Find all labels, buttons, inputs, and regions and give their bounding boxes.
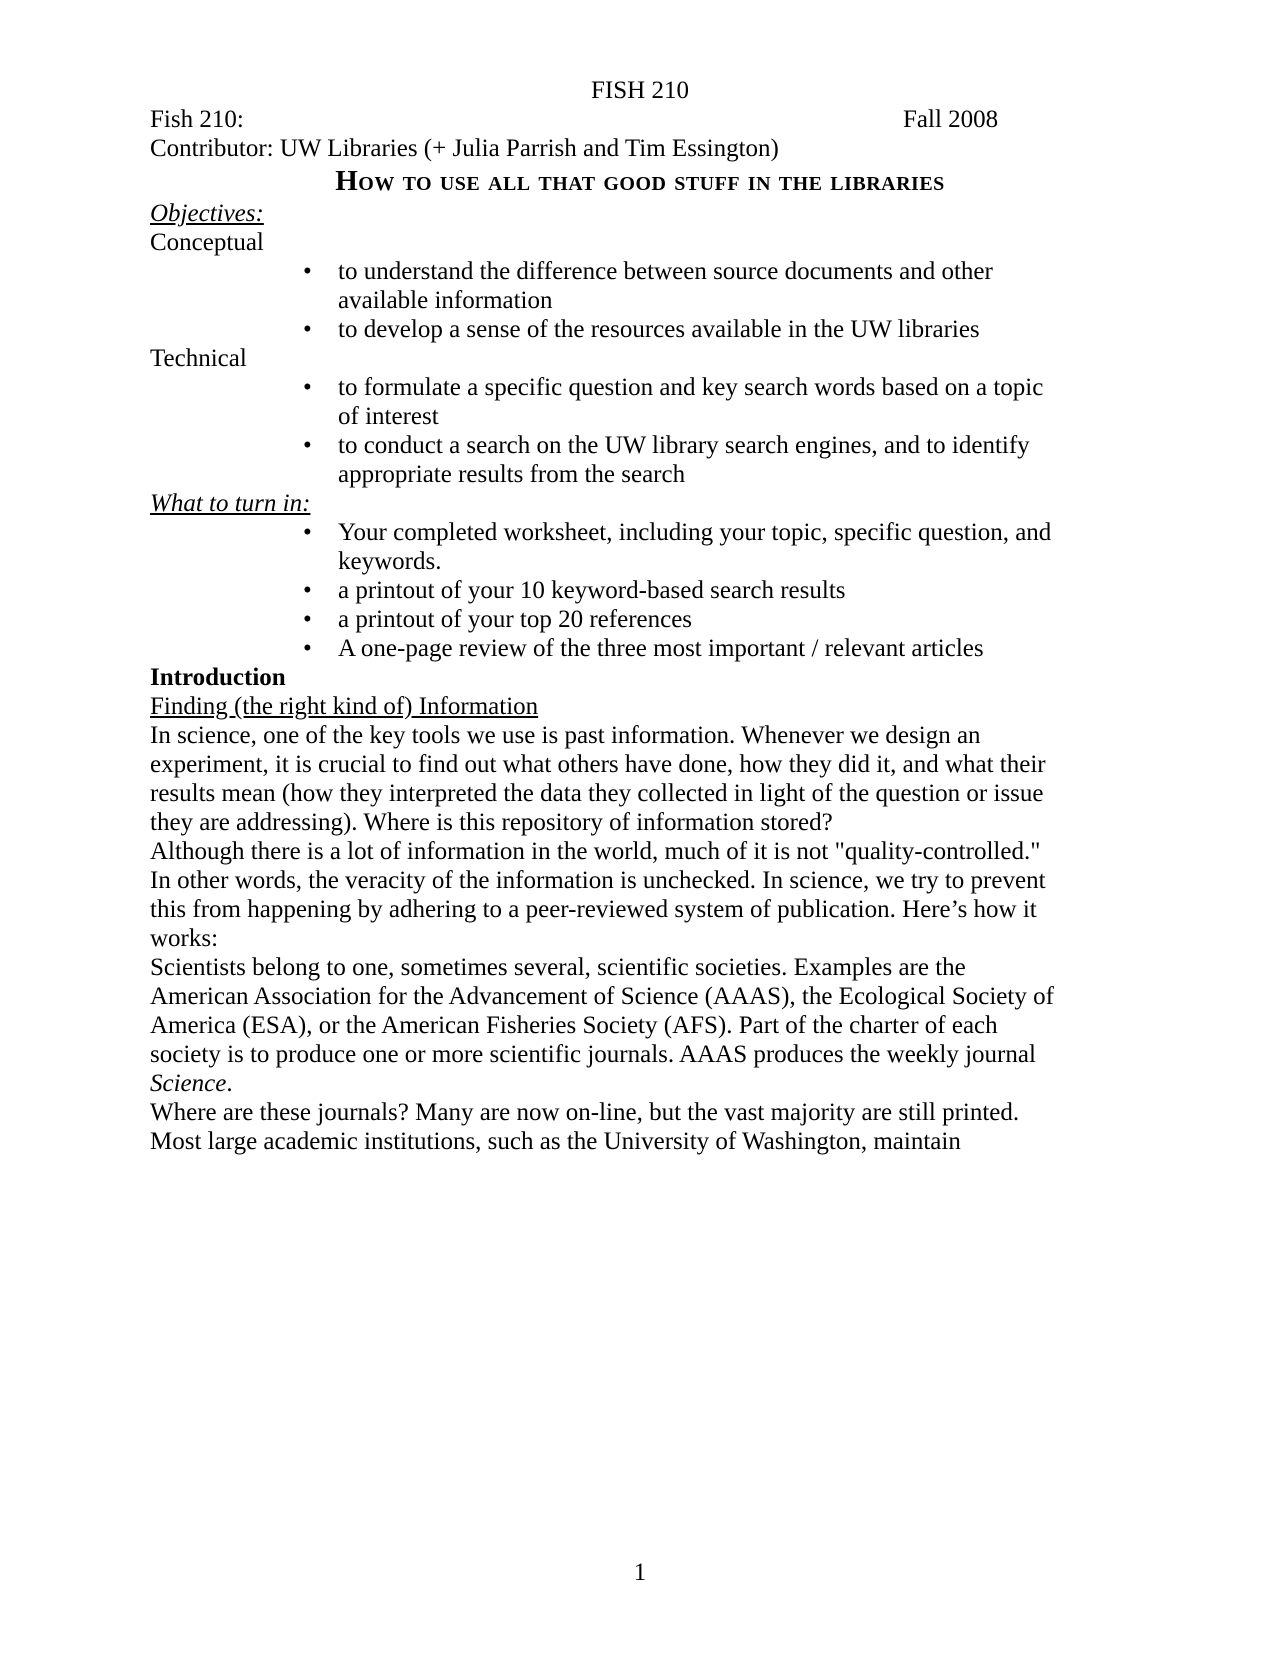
paragraph-text: .: [226, 1070, 233, 1097]
objectives-heading: Objectives:: [150, 200, 264, 227]
paragraph: Where are these journals? Many are now on-line, but the vast majority are still printed. Most large academic institutions, such as the University of Washington, maintain: [150, 1099, 1020, 1155]
introduction-subheading: Finding (the right kind of) Information: [150, 693, 539, 720]
introduction-heading: Introduction: [150, 664, 286, 691]
objective-bullet-item: [150, 373, 1062, 431]
paragraph: Although there is a lot of information in the world, much of it is not "quality-controlled." In other words, the veracity of the information is unchecked. In science, we try to prevent this from happening by adhering to a peer-reviewed system of publication. Here’s how it works:: [150, 838, 1046, 952]
course-header: FISH 210: [591, 77, 689, 104]
bullet-text: to formulate a specific question and key search words based on a topic of interest: [338, 374, 1044, 430]
bullet-icon: •: [303, 635, 312, 662]
paragraph: In science, one of the key tools we use is past information. Whenever we design an experiment, it is crucial to find out what others have done, how they did it, and what their results mean (how they interpreted the data they collected in light of the question or issue they are addressing). Where is this repository of information stored?: [150, 722, 1046, 836]
bullet-text: a printout of your 10 keyword-based search results: [338, 577, 846, 604]
objectives-group-conceptual: Conceptual: [150, 229, 264, 256]
bullet-text: to understand the difference between source documents and other available information: [338, 258, 993, 314]
bullet-text: to develop a sense of the resources available in the UW libraries: [338, 316, 980, 343]
bullet-icon: •: [303, 258, 312, 285]
turn-in-bullet-item: [150, 605, 1062, 634]
bullet-text: Your completed worksheet, including your topic, specific question, and keywords.: [338, 519, 1052, 575]
journal-name-italic: Science: [150, 1070, 227, 1097]
document-title: How to use all that good stuff in the libraries: [335, 165, 945, 197]
objectives-group-technical: Technical: [150, 345, 247, 372]
bullet-icon: •: [303, 374, 312, 401]
objective-bullet-item: [150, 431, 1062, 489]
bullet-icon: •: [303, 606, 312, 633]
bullet-icon: •: [303, 519, 312, 546]
paragraph: [150, 953, 1062, 1098]
bullet-icon: •: [303, 577, 312, 604]
course-label: Fish 210:: [150, 106, 244, 133]
bullet-icon: •: [303, 316, 312, 343]
turn-in-heading: What to turn in:: [150, 490, 311, 517]
term-label: Fall 2008: [903, 106, 999, 133]
document-content: [150, 0, 1130, 1156]
contributor-line: Contributor: UW Libraries (+ Julia Parrish and Tim Essington): [150, 135, 779, 162]
meta-row: [150, 105, 1130, 134]
turn-in-bullet-item: [150, 518, 1062, 576]
page-number: 1: [633, 1559, 647, 1586]
bullet-icon: •: [303, 432, 312, 459]
bullet-text: to conduct a search on the UW library search engines, and to identify appropriate results from the search: [338, 432, 1030, 488]
turn-in-bullet-item: [150, 634, 1062, 663]
turn-in-bullet-item: [150, 576, 1062, 605]
bullet-text: A one-page review of the three most important / relevant articles: [338, 635, 984, 662]
bullet-text: a printout of your top 20 references: [338, 606, 693, 633]
objective-bullet-item: [150, 257, 1062, 315]
paragraph-text: Scientists belong to one, sometimes several, scientific societies. Examples are the American Association for the Advancement of Science (AAAS), the Ecological Society of America (ESA), or the American Fisheries Society (AFS). Part of the charter of each society is to produce one or more scientific journals. AAAS produces the weekly journal: [150, 954, 1054, 1068]
objective-bullet-item: [150, 315, 1062, 344]
